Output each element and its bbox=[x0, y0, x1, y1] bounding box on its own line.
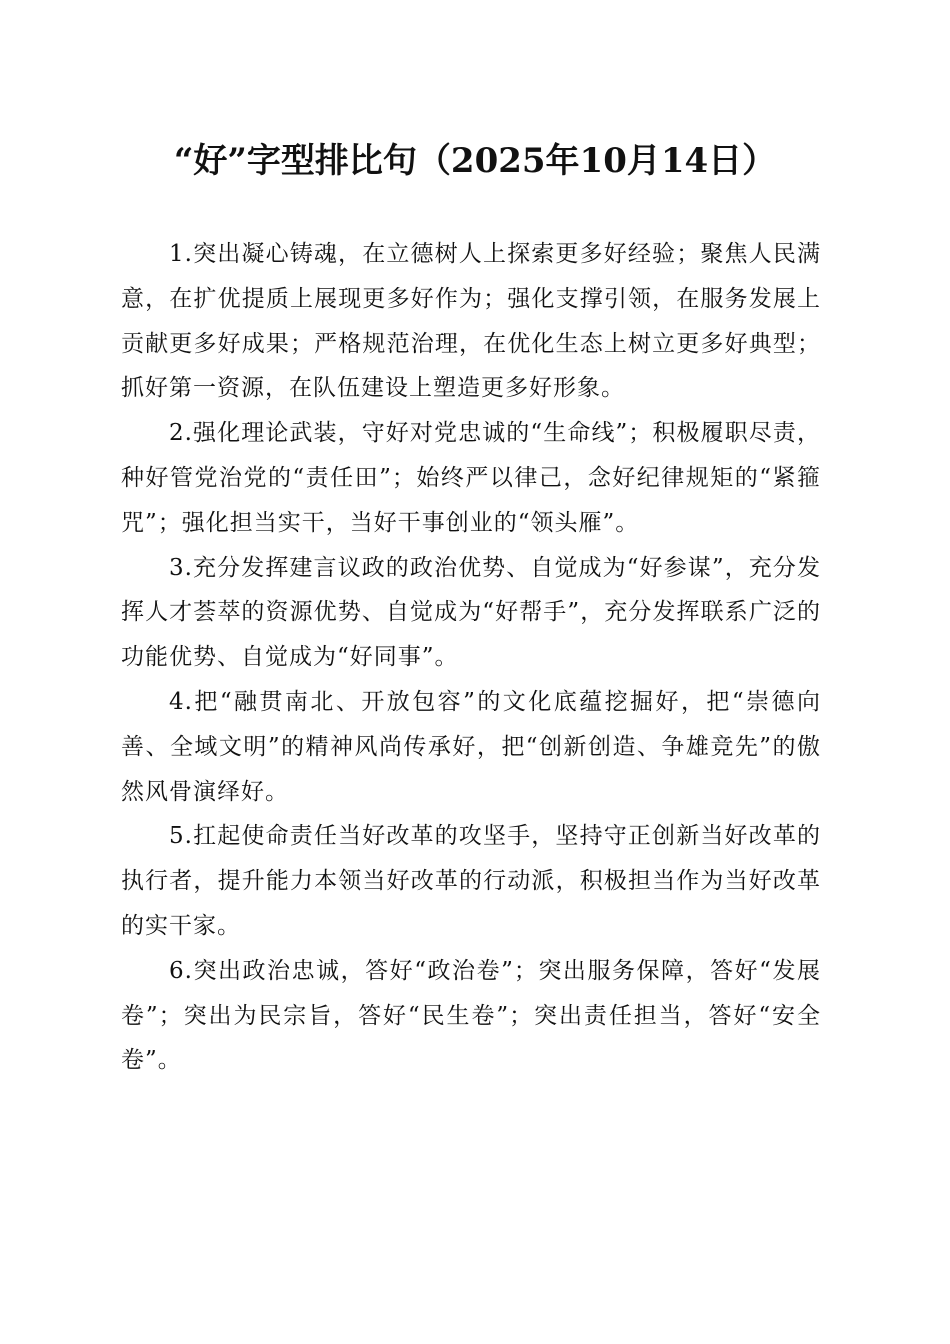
paragraph-2: 2.强化理论武装，守好对党忠诚的“生命线”；积极履职尽责，种好管党治党的“责任田”；始终严以律己，念好纪律规矩的“紧箍咒”；强化担当实干，当好干事创业的“领头雁”。 bbox=[121, 420, 821, 536]
document-body bbox=[121, 232, 821, 1083]
paragraph-6: 6.突出政治忠诚，答好“政治卷”；突出服务保障，答好“发展卷”；突出为民宗旨，答好“民生卷”；突出责任担当，答好“安全卷”。 bbox=[121, 957, 821, 1074]
document-title: “好”字型排比句（2025年10月14日） bbox=[173, 141, 777, 181]
paragraph-1: 1.突出凝心铸魂，在立德树人上探索更多好经验；聚焦人民满意，在扩优提质上展现更多好作为；强化支撑引领，在服务发展上贡献更多好成果；严格规范治理，在优化生态上树立更多好典型；抓好第一资源，在队伍建设上塑造更多好形象。 bbox=[121, 241, 821, 402]
paragraph-3: 3.充分发挥建言议政的政治优势、自觉成为“好参谋”，充分发挥人才荟萃的资源优势、自觉成为“好帮手”，充分发挥联系广泛的功能优势、自觉成为“好同事”。 bbox=[121, 554, 821, 671]
paragraph-4: 4.把“融贯南北、开放包容”的文化底蕴挖掘好，把“崇德向善、全域文明”的精神风尚传承好，把“创新创造、争雄竞先”的傲然风骨演绎好。 bbox=[121, 688, 821, 805]
paragraph-5: 5.扛起使命责任当好改革的攻坚手，坚持守正创新当好改革的执行者，提升能力本领当好改革的行动派，积极担当作为当好改革的实干家。 bbox=[121, 823, 821, 939]
